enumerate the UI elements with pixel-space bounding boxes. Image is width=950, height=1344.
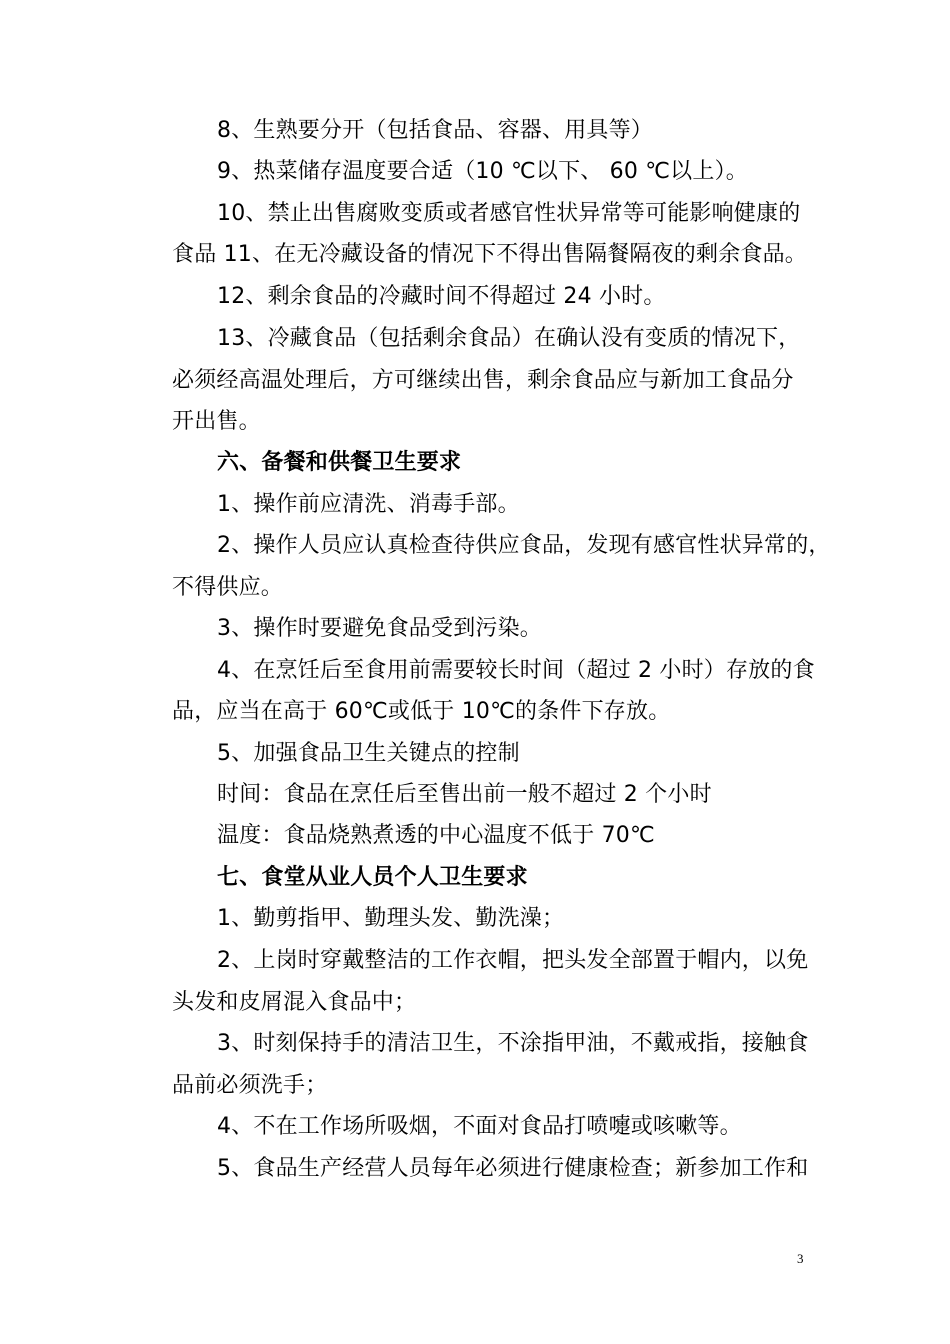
text-line: 3、时刻保持手的清洁卫生，不涂指甲油，不戴戒指，接触食 — [217, 1031, 809, 1056]
text-line: 2、上岗时穿戴整洁的工作衣帽，把头发全部置于帽内，以免 — [217, 948, 809, 973]
text-line: 1、操作前应清洗、消毒手部。 — [217, 492, 520, 517]
text-line: 不得供应。 — [172, 575, 284, 600]
text-line: 4、不在工作场所吸烟，不面对食品打喷嚏或咳嗽等。 — [217, 1114, 742, 1139]
text-line: 9、热菜储存温度要合适（10 ℃以下、 60 ℃以上）。 — [217, 159, 748, 184]
text-line: 2、操作人员应认真检查待供应食品，发现有感官性状异常的， — [217, 533, 831, 558]
section-heading: 七、食堂从业人员个人卫生要求 — [217, 865, 528, 890]
text-line: 5、加强食品卫生关键点的控制 — [217, 741, 520, 766]
text-line: 品前必须洗手； — [172, 1073, 328, 1098]
text-line: 12、剩余食品的冷藏时间不得超过 24 小时。 — [217, 284, 666, 309]
text-line: 品，应当在高于 60℃或低于 10℃的条件下存放。 — [172, 699, 671, 724]
text-line: 必须经高温处理后，方可继续出售，剩余食品应与新加工食品分 — [172, 368, 794, 393]
text-line: 4、在烹饪后至食用前需要较长时间（超过 2 小时）存放的食 — [217, 658, 815, 683]
text-line: 10、禁止出售腐败变质或者感官性状异常等可能影响健康的 — [217, 201, 801, 226]
text-line: 温度：食品烧熟煮透的中心温度不低于 70℃ — [217, 823, 655, 848]
text-line: 开出售。 — [172, 409, 261, 434]
text-line: 13、冷藏食品（包括剩余食品）在确认没有变质的情况下， — [217, 326, 801, 351]
section-heading: 六、备餐和供餐卫生要求 — [217, 450, 462, 475]
text-line: 1、勤剪指甲、勤理头发、勤洗澡； — [217, 906, 565, 931]
text-line: 头发和皮屑混入食品中； — [172, 990, 417, 1015]
text-line: 5、食品生产经营人员每年必须进行健康检查；新参加工作和 — [217, 1156, 809, 1181]
text-line: 时间：食品在烹任后至售出前一般不超过 2 个小时 — [217, 782, 712, 807]
page-number: 3 — [797, 1251, 804, 1266]
text-line: 3、操作时要避免食品受到污染。 — [217, 616, 542, 641]
text-line: 食品 11、在无冷藏设备的情况下不得出售隔餐隔夜的剩余食品。 — [172, 242, 807, 267]
text-line: 8、生熟要分开（包括食品、容器、用具等） — [217, 118, 653, 143]
